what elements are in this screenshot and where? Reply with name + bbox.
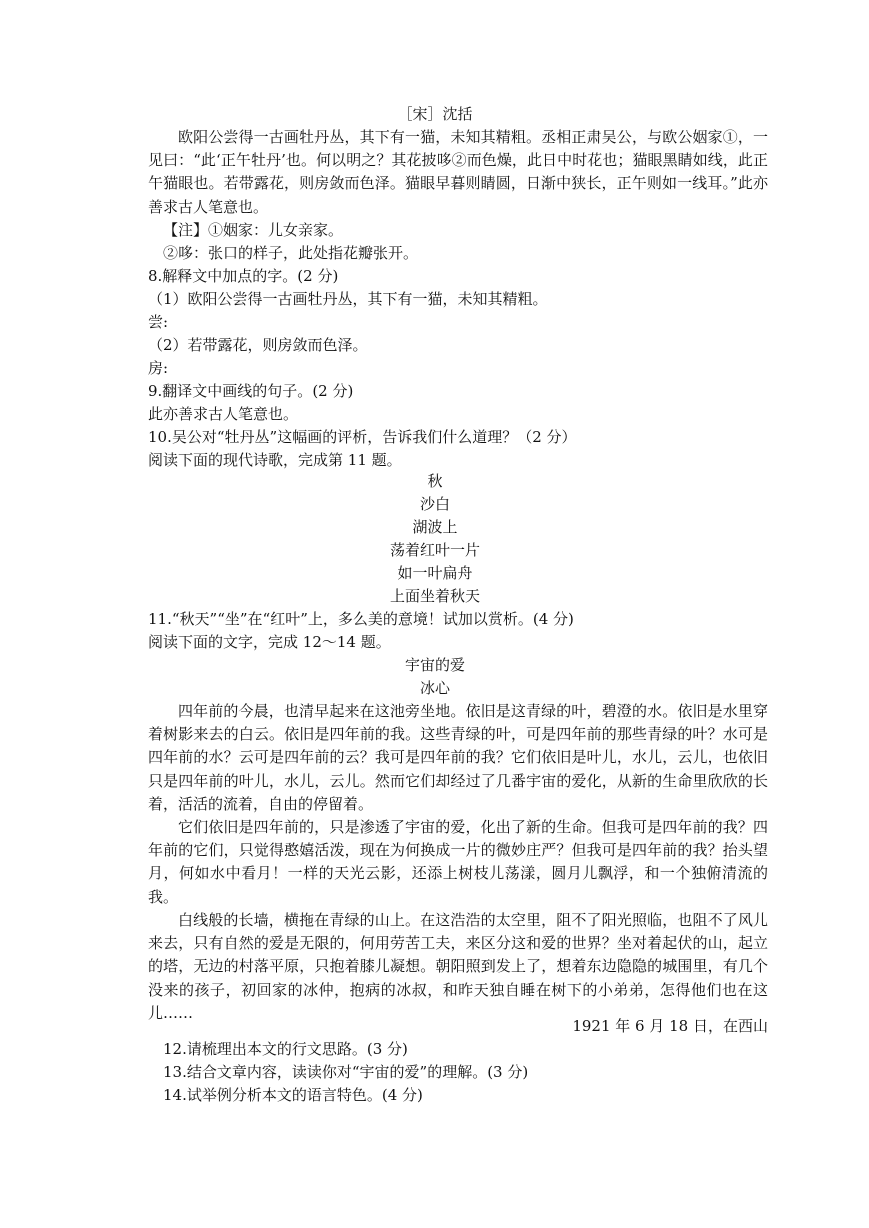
prose-intro: 阅读下面的文字，完成 12～14 题。 [148, 633, 391, 651]
prose-paragraph-1: 四年前的今晨，也清早起来在这池旁坐地。依旧是这青绿的叶，碧澄的水。依旧是水里穿着树影来去的白云。依旧是四年前的我。这些青绿的叶，可是四年前的那些青绿的叶？水可是四年前的水？云可是四年前的云？我可是四年前的我？它们依旧是叶儿，水儿，云儿，也依旧只是四年前的叶儿，水儿，云儿。然而它们却经过了几番宇宙的爱化，从新的生命里欣欣的长着，活活的流着，自由的停留着。 [148, 702, 768, 813]
question-8-1-answer: 尝: [148, 313, 169, 331]
poem-line-4: 荡着红叶一片 [389, 541, 480, 559]
classical-text: 欧阳公尝得一古画牡丹丛，其下有一猫，未知其精粗。丞相正肃吴公，与欧公姻家①，一见曰：“此‘正午牡丹’也。何以明之？其花披哆②而色燥，此日中时花也；猫眼黑睛如线，此正午猫眼也。若带露花，则房敛而色泽。猫眼早暮则睛圆，日渐中狭长，正午则如一线耳。”此亦善求古人笔意也。 [148, 128, 768, 216]
question-8: 8.解释文中加点的字。(2 分) [148, 267, 339, 285]
question-11: 11.“秋天”“坐”在“红叶”上，多么美的意境！试加以赏析。(4 分) [148, 610, 574, 628]
question-9: 9.翻译文中画线的句子。(2 分) [148, 382, 354, 400]
prose-paragraph-3: 白线般的长墙，横拖在青绿的山上。在这浩浩的太空里，阻不了阳光照临，也阻不了风儿来去，只有自然的爱是无限的，何用劳苦工夫，来区分这和爱的世界？坐对着起伏的山，起立的塔，无边的村落平原，只抱着膝儿凝想。朝阳照到发上了，想着东边隐隐的城围里，有几个没来的孩子，初回家的冰仲，抱病的冰叔，和昨天独自睡在树下的小弟弟，怎得他们也在这儿…… [148, 911, 768, 1022]
poem-line-1: 秋 [427, 472, 443, 490]
poem-line-2: 沙白 [419, 495, 450, 513]
poem-line-3: 湖波上 [412, 518, 458, 536]
question-8-2: （2）若带露花，则房敛而色泽。 [148, 336, 368, 354]
question-13: 13.结合文章内容，读读你对“宇宙的爱”的理解。(3 分) [163, 1063, 529, 1081]
prose-date: 1921 年 6 月 18 日，在西山 [572, 1017, 768, 1035]
question-10: 10.吴公对“牡丹丛”这幅画的评析，告诉我们什么道理？（2 分） [148, 428, 577, 446]
question-9-sentence: 此亦善求古人笔意也。 [148, 405, 299, 423]
question-14: 14.试举例分析本文的语言特色。(4 分) [163, 1086, 423, 1104]
classical-author: ［宋］沈括 [397, 105, 473, 123]
question-8-2-answer: 房: [148, 359, 169, 377]
poem-intro: 阅读下面的现代诗歌，完成第 11 题。 [148, 451, 402, 469]
prose-author: 冰心 [419, 679, 450, 697]
prose-title: 宇宙的爱 [404, 656, 465, 674]
question-8-1: （1）欧阳公尝得一古画牡丹丛，其下有一猫，未知其精粗。 [148, 290, 548, 308]
note-2: ②哆：张口的样子，此处指花瓣张开。 [163, 244, 419, 262]
prose-paragraph-2: 它们依旧是四年前的，只是渗透了宇宙的爱，化出了新的生命。但我可是四年前的我？四年前的它们，只觉得憨嬉活泼，现在为何换成一片的微妙庄严？但我可是四年前的我？抬头望月，何如水中看月！一样的天光云影，还添上树枝儿荡漾，圆月儿飘浮，和一个独俯清流的我。 [148, 818, 768, 906]
question-12: 12.请梳理出本文的行文思路。(3 分) [163, 1040, 408, 1058]
note-1: 【注】①姻家：儿女亲家。 [163, 221, 344, 239]
poem-line-6: 上面坐着秋天 [389, 587, 480, 605]
poem-line-5: 如一叶扁舟 [397, 564, 473, 582]
